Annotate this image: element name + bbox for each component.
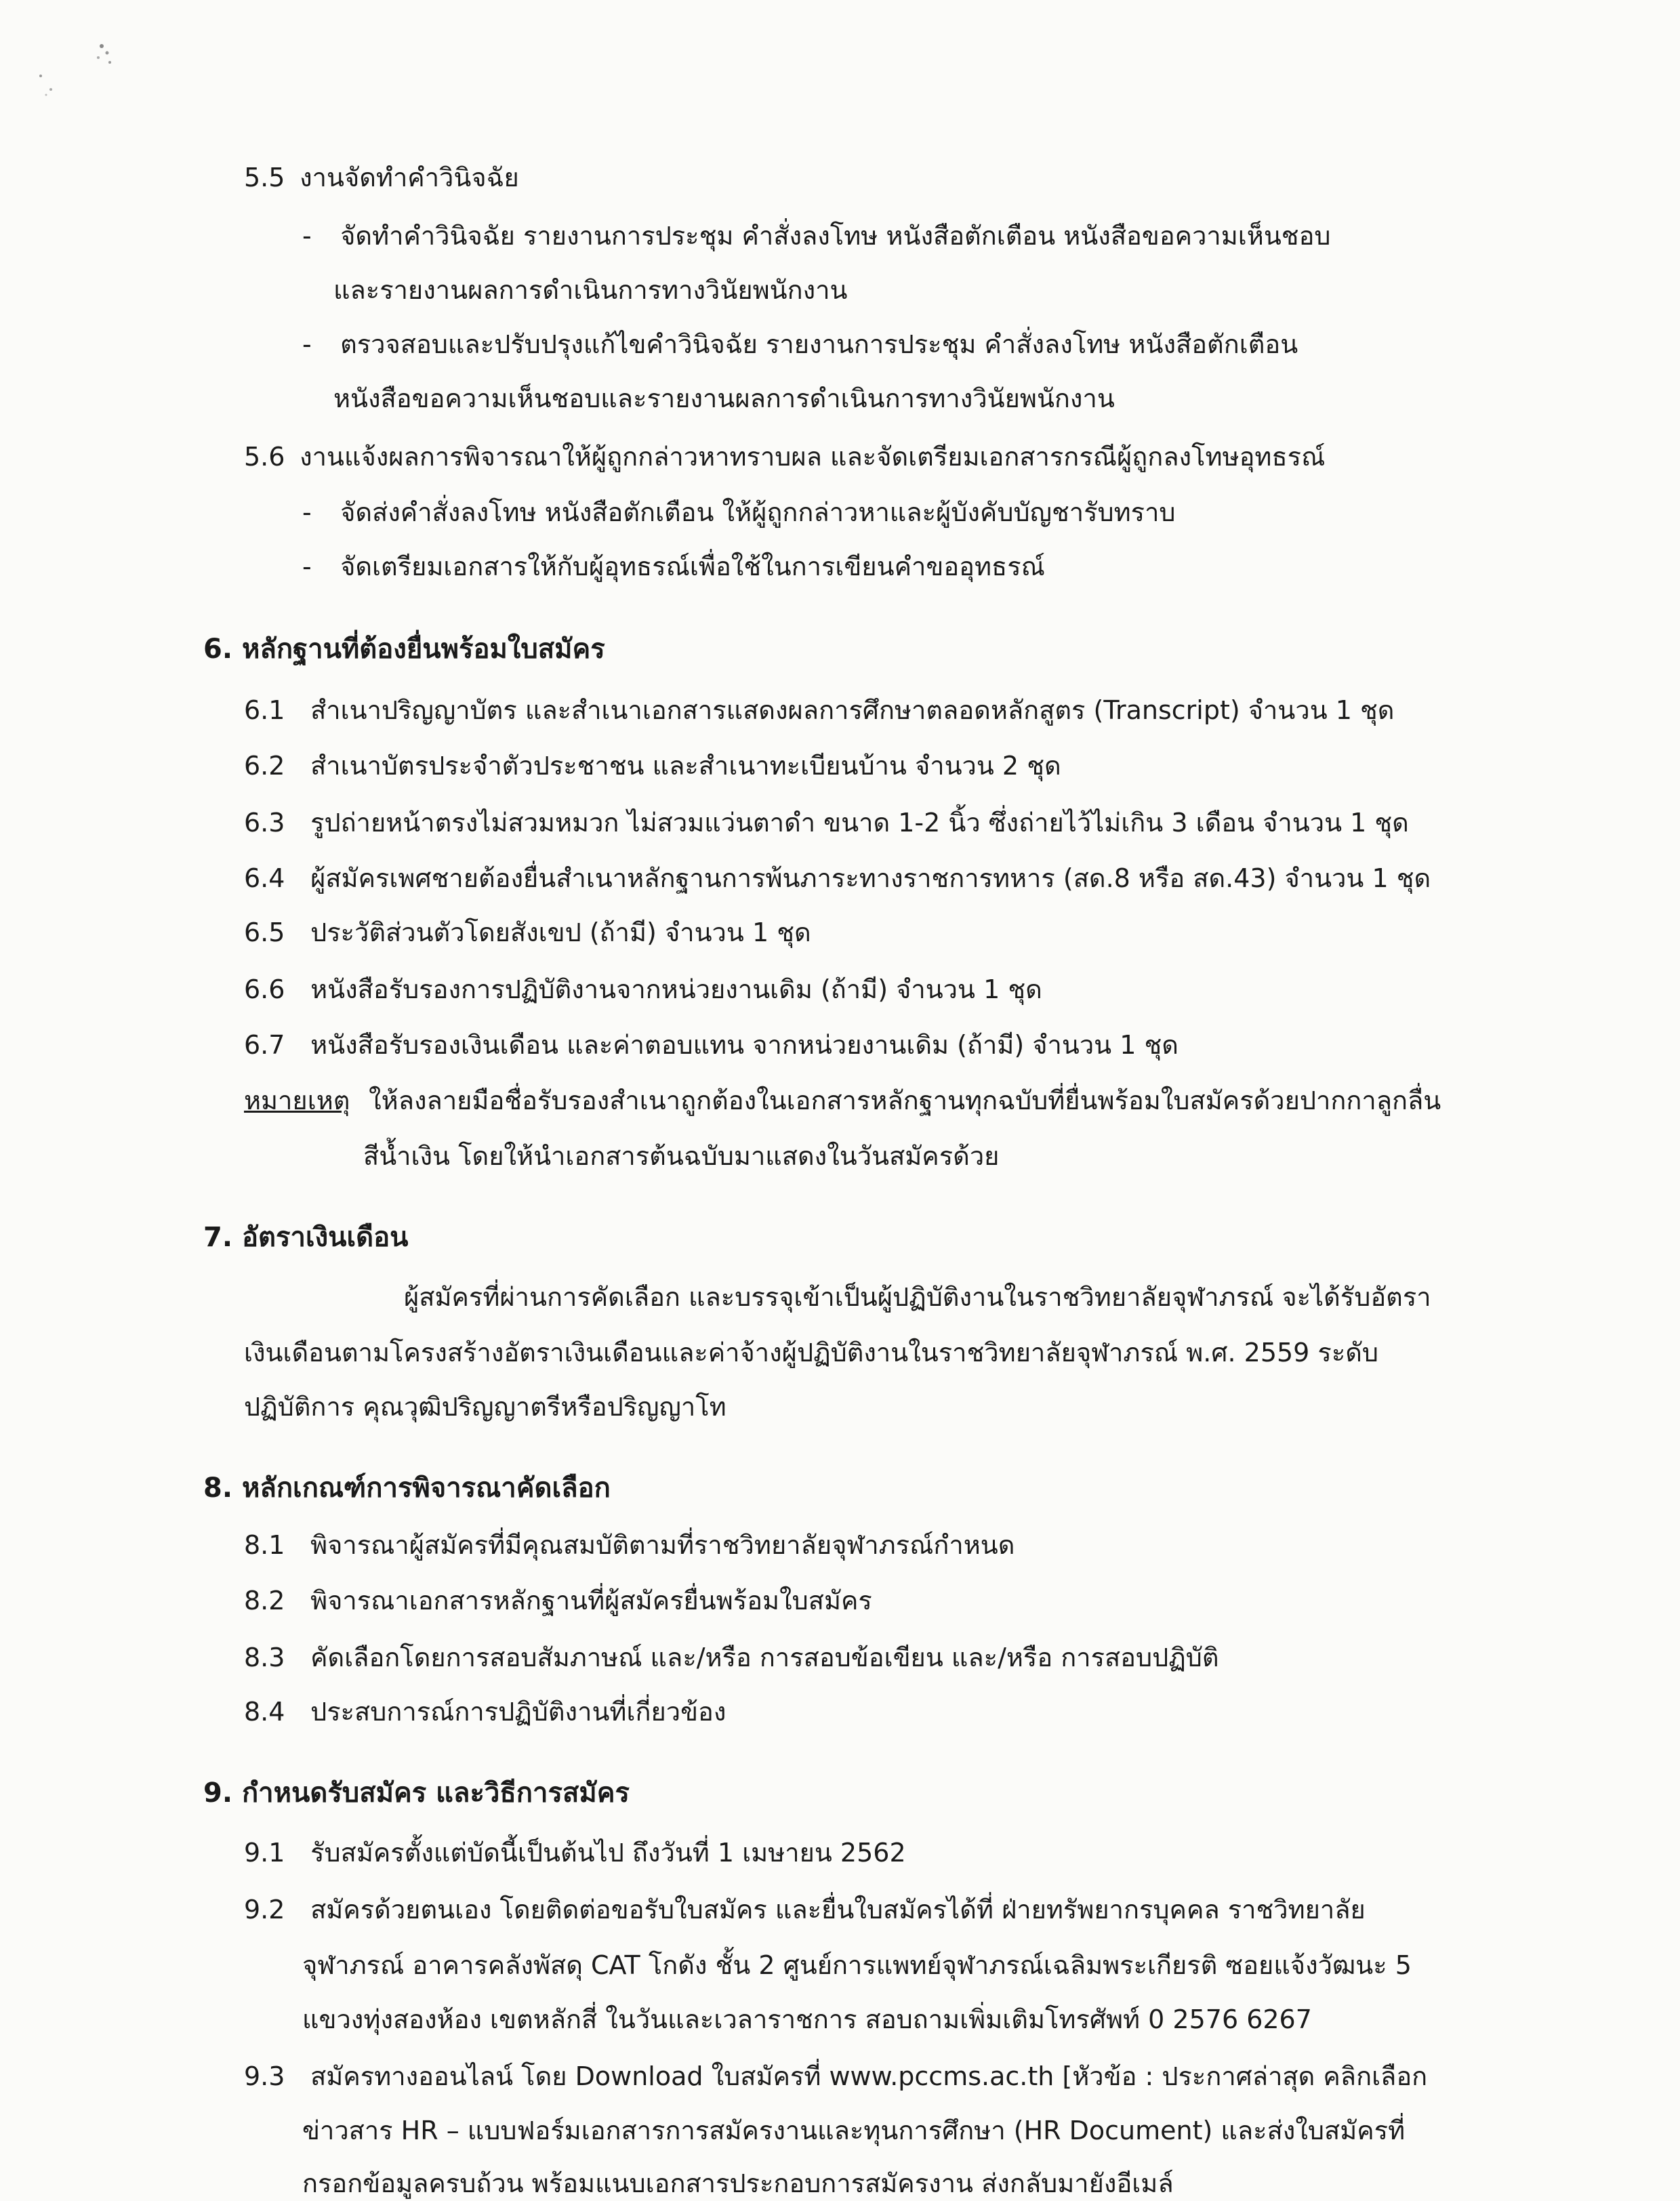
bullet-5-5-1: - จัดทำคำวินิจฉัย รายงานการประชุม คำสั่งลงโทษ หนังสือตักเตือน หนังสือขอความเห็นชอบ bbox=[302, 221, 1331, 251]
item-9-3-cont-2: กรอกข้อมูลครบถ้วน พร้อมแนบเอกสารประกอบการสมัครงาน ส่งกลับมายังอีเมล์ bbox=[302, 2168, 1174, 2198]
bullet-5-5-2: - ตรวจสอบและปรับปรุงแก้ไขคำวินิจฉัย รายงานการประชุม คำสั่งลงโทษ หนังสือตักเตือน bbox=[302, 329, 1298, 359]
section-6-heading: 6. หลักฐานที่ต้องยื่นพร้อมใบสมัคร bbox=[203, 634, 605, 665]
section-8-heading: 8. หลักเกณฑ์การพิจารณาคัดเลือก bbox=[203, 1473, 611, 1504]
salary-para-1: ผู้สมัครที่ผ่านการคัดเลือก และบรรจุเข้าเป็นผู้ปฏิบัติงานในราชวิทยาลัยจุฬาภรณ์ จะได้รับอัตรา bbox=[404, 1282, 1431, 1312]
item-9-1: 9.1 รับสมัครตั้งแต่บัดนี้เป็นต้นไป ถึงวันที่ 1 เมษายน 2562 bbox=[244, 1838, 906, 1868]
note-label: หมายเหตุ bbox=[244, 1086, 350, 1115]
item-6-5: 6.5 ประวัติส่วนตัวโดยสังเขป (ถ้ามี) จำนวน 1 ชุด bbox=[244, 918, 811, 947]
salary-para-2: เงินเดือนตามโครงสร้างอัตราเงินเดือนและค่าจ้างผู้ปฏิบัติงานในราชวิทยาลัยจุฬาภรณ์ พ.ศ. 2559 ระดับ bbox=[244, 1338, 1379, 1367]
section-7-heading: 7. อัตราเงินเดือน bbox=[203, 1222, 409, 1253]
item-6-6: 6.6 หนังสือรับรองการปฏิบัติงานจากหน่วยงานเดิม (ถ้ามี) จำนวน 1 ชุด bbox=[244, 974, 1042, 1004]
item-6-4: 6.4 ผู้สมัครเพศชายต้องยื่นสำเนาหลักฐานการพ้นภาระทางราชการทหาร (สด.8 หรือ สด.43) จำนวน 1 ชุด bbox=[244, 863, 1431, 893]
bullet-5-6-1: - จัดส่งคำสั่งลงโทษ หนังสือตักเตือน ให้ผู้ถูกกล่าวหาและผู้บังคับบัญชารับทราบ bbox=[302, 497, 1176, 527]
item-6-2: 6.2 สำเนาบัตรประจำตัวประชาชน และสำเนาทะเบียนบ้าน จำนวน 2 ชุด bbox=[244, 751, 1061, 781]
note-cont: สีน้ำเงิน โดยให้นำเอกสารต้นฉบับมาแสดงในวันสมัครด้วย bbox=[363, 1141, 1000, 1171]
section-5-6-title: 5.6 งานแจ้งผลการพิจารณาให้ผู้ถูกกล่าวหาทราบผล และจัดเตรียมเอกสารกรณีผู้ถูกลงโทษอุทธรณ์ bbox=[244, 442, 1326, 472]
bullet-5-5-1-cont: และรายงานผลการดำเนินการทางวินัยพนักงาน bbox=[333, 275, 848, 305]
note: หมายเหตุ ให้ลงลายมือชื่อรับรองสำเนาถูกต้องในเอกสารหลักฐานทุกฉบับที่ยื่นพร้อมใบสมัครด้วยปากกาลูกลื่น bbox=[244, 1083, 1441, 1118]
item-9-3-cont-1: ข่าวสาร HR – แบบฟอร์มเอกสารการสมัครงานและทุนการศึกษา (HR Document) และส่งใบสมัครที่ bbox=[302, 2116, 1406, 2145]
item-6-7: 6.7 หนังสือรับรองเงินเดือน และค่าตอบแทน จากหน่วยงานเดิม (ถ้ามี) จำนวน 1 ชุด bbox=[244, 1030, 1179, 1060]
section-5-5-title: 5.5 งานจัดทำคำวินิจฉัย bbox=[244, 163, 519, 192]
item-6-1: 6.1 สำเนาปริญญาบัตร และสำเนาเอกสารแสดงผลการศึกษาตลอดหลักสูตร (Transcript) จำนวน 1 ชุด bbox=[244, 695, 1395, 725]
item-9-3: 9.3 สมัครทางออนไลน์ โดย Download ใบสมัครที่ www.pccms.ac.th [หัวข้อ : ประกาศล่าสุด คลิกเลือก bbox=[244, 2061, 1428, 2091]
bullet-5-6-2: - จัดเตรียมเอกสารให้กับผู้อุทธรณ์เพื่อใช้ในการเขียนคำขออุทธรณ์ bbox=[302, 552, 1045, 581]
bullet-5-5-2-cont: หนังสือขอความเห็นชอบและรายงานผลการดำเนินการทางวินัยพนักงาน bbox=[333, 384, 1115, 413]
item-9-2-cont-1: จุฬาภรณ์ อาคารคลังพัสดุ CAT โกดัง ชั้น 2 ศูนย์การแพทย์จุฬาภรณ์เฉลิมพระเกียรติ ซอยแจ้งวัฒนะ 5 bbox=[302, 1950, 1412, 1980]
section-9-heading: 9. กำหนดรับสมัคร และวิธีการสมัคร bbox=[203, 1777, 630, 1809]
item-6-3: 6.3 รูปถ่ายหน้าตรงไม่สวมหมวก ไม่สวมแว่นตาดำ ขนาด 1-2 นิ้ว ซึ่งถ่ายไว้ไม่เกิน 3 เดือน จำนวน 1 ชุด bbox=[244, 808, 1409, 838]
item-8-3: 8.3 คัดเลือกโดยการสอบสัมภาษณ์ และ/หรือ การสอบข้อเขียน และ/หรือ การสอบปฏิบัติ bbox=[244, 1643, 1219, 1672]
item-8-1: 8.1 พิจารณาผู้สมัครที่มีคุณสมบัติตามที่ราชวิทยาลัยจุฬาภรณ์กำหนด bbox=[244, 1530, 1015, 1560]
item-8-2: 8.2 พิจารณาเอกสารหลักฐานที่ผู้สมัครยื่นพร้อมใบสมัคร bbox=[244, 1586, 872, 1616]
item-9-2: 9.2 สมัครด้วยตนเอง โดยติดต่อขอรับใบสมัคร และยื่นใบสมัครได้ที่ ฝ่ายทรัพยากรบุคคล ราชวิทยาลัย bbox=[244, 1895, 1366, 1925]
salary-para-3: ปฏิบัติการ คุณวุฒิปริญญาตรีหรือปริญญาโท bbox=[244, 1392, 726, 1422]
item-9-2-cont-2: แขวงทุ่งสองห้อง เขตหลักสี่ ในวันและเวลาราชการ สอบถามเพิ่มเติมโทรศัพท์ 0 2576 6267 bbox=[302, 2004, 1312, 2034]
item-8-4: 8.4 ประสบการณ์การปฏิบัติงานที่เกี่ยวข้อง bbox=[244, 1697, 726, 1727]
